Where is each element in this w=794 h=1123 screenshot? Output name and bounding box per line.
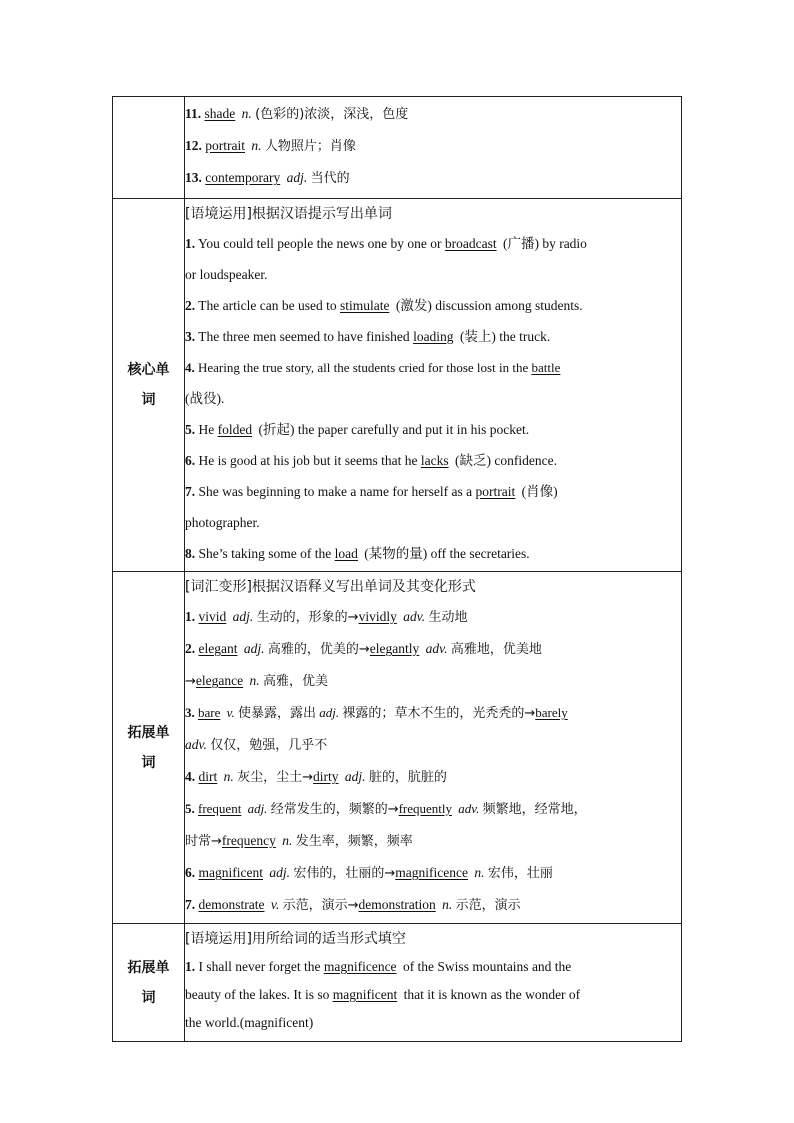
list-item-continuation: →elegance n. 高雅，优美 <box>185 673 329 689</box>
section-header: [语境运用]根据汉语提示写出单词 <box>185 206 392 222</box>
list-item: 1. vivid adj. 生动的，形象的→vividly adv. 生动地 <box>185 609 468 625</box>
list-item: 6. He is good at his job but it seems that he lacks (缺乏) confidence. <box>185 453 557 468</box>
answer: load <box>334 546 358 561</box>
list-item-continuation: photographer. <box>185 515 260 530</box>
section-header: [语境运用]用所给词的适当形式填空 <box>185 931 406 947</box>
list-item: 4. Hearing the true story, all the students cried for those lost in the battle <box>185 352 681 383</box>
word-list <box>185 97 682 199</box>
list-item: 11. shade n. (色彩的)浓淡，深浅，色度 <box>185 106 409 122</box>
answer: lacks <box>420 453 449 468</box>
list-item: 2. The article can be used to stimulate (激发) discussion among students. <box>185 298 583 313</box>
answer: magnificent <box>332 987 398 1002</box>
list-item-continuation: adv. 仅仅，勉强，几乎不 <box>185 737 328 753</box>
list-item-continuation: (战役). <box>185 391 225 406</box>
table-row <box>113 924 682 1042</box>
list-item: 5. He folded (折起) the paper carefully and put it in his pocket. <box>185 422 530 437</box>
answer: portrait <box>475 484 516 499</box>
row-label: 拓展单词 <box>113 924 185 1042</box>
list-item: 1. You could tell people the news one by one or broadcast (广播) by radio <box>185 236 587 251</box>
answer: magnificence <box>323 959 397 974</box>
list-item: 8. She’s taking some of the load (某物的量) off the secretaries. <box>185 546 530 561</box>
answer: loading <box>413 329 454 344</box>
list-item: 13. contemporary adj. 当代的 <box>185 170 350 186</box>
fill-in-exercise <box>185 924 682 1042</box>
row-label: 拓展单词 <box>113 572 185 924</box>
list-item: 6. magnificent adj. 宏伟的，壮丽的→magnificence n. 宏伟，壮丽 <box>185 865 553 881</box>
row-label: 核心单词 <box>113 199 185 572</box>
word-forms <box>185 572 682 924</box>
table-row <box>113 572 682 924</box>
list-item: 5. frequent adj. 经常发生的，频繁的→frequently adv. 频繁地，经常地， <box>185 801 587 817</box>
answer: broadcast <box>444 236 497 251</box>
table-row <box>113 199 682 572</box>
list-item: 1. I shall never forget the magnificence of the Swiss mountains and the <box>185 959 572 974</box>
list-item: 4. dirt n. 灰尘，尘土→dirty adj. 脏的，肮脏的 <box>185 769 447 785</box>
answer: folded <box>217 422 253 437</box>
list-item: 12. portrait n. 人物照片；肖像 <box>185 138 356 154</box>
list-item-continuation: or loudspeaker. <box>185 267 268 282</box>
list-item-continuation: the world.(magnificent) <box>185 1015 314 1030</box>
list-item: 7. demonstrate v. 示范，演示→demonstration n. 示范，演示 <box>185 897 521 913</box>
list-item: 2. elegant adj. 高雅的，优美的→elegantly adv. 高雅地，优美地 <box>185 641 542 657</box>
vocabulary-table <box>112 96 682 1042</box>
row-label <box>113 97 185 199</box>
context-exercises <box>185 199 682 572</box>
list-item: 7. She was beginning to make a name for herself as a portrait (肖像) <box>185 484 558 499</box>
list-item: 3. bare v. 使暴露，露出 adj. 裸露的；草木不生的，光秃秃的→barely <box>185 705 568 721</box>
answer: stimulate <box>339 298 390 313</box>
section-header: [词汇变形]根据汉语释义写出单词及其变化形式 <box>185 579 476 595</box>
list-item-continuation: beauty of the lakes. It is so magnificent that it is known as the wonder of <box>185 987 581 1002</box>
list-item-continuation: 时常→frequency n. 发生率，频繁，频率 <box>185 833 413 849</box>
list-item: 3. The three men seemed to have finished loading (装上) the truck. <box>185 329 551 344</box>
answer: battle <box>531 360 561 375</box>
table-row <box>113 97 682 199</box>
